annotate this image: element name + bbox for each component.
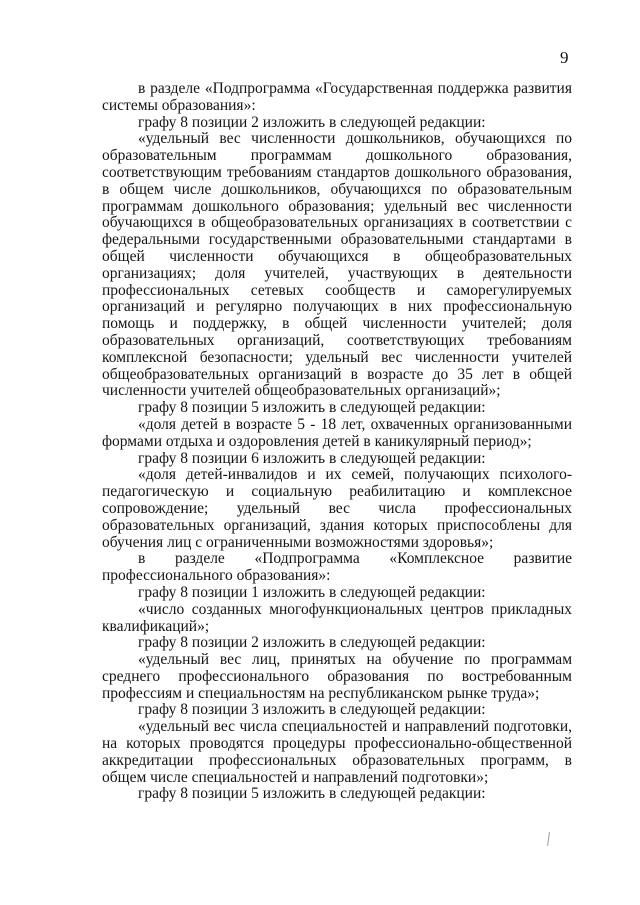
quoted-text-paragraph: «удельный вес численности дошкольников, обучающихся по образовательным программам дошкольного образования, соответствующим требованиям стандартов дошкольного образования, в общем числе дошкольников, обучающихся по образовательным программам дошкольного образования; удельный вес численности обучающихся в общеобразовательных организациях в соответствии с федеральными государственными образовательными стандартами в общей численности обучающихся в общеобразовательных организациях; доля учителей, участвующих в деятельности профессиональных сетевых сообществ и саморегулируемых организаций и регулярно получающих в них профессиональную помощь и поддержку, в общей численности учителей; доля образовательных организаций, соответствующих требованиям комплексной безопасности; удельный вес численности учителей общеобразовательных организаций в возрасте до 35 лет в общей численности учителей общеобразовательных организаций»; xyxy=(102,130,572,400)
scan-mark xyxy=(547,832,550,846)
quoted-text-paragraph: «удельный вес числа специальностей и направлений подготовки, на которых проводятся процедуры профессионально-общественной аккредитации профессиональных образовательных программ, в общем числе специальностей и направлений подготовки»; xyxy=(102,718,572,786)
instruction-paragraph: графу 8 позиции 1 изложить в следующей редакции: xyxy=(138,583,486,601)
instruction-paragraph: графу 8 позиции 3 изложить в следующей редакции: xyxy=(138,701,486,719)
instruction-paragraph: графу 8 позиции 2 изложить в следующей редакции: xyxy=(138,634,486,652)
instruction-paragraph: графу 8 позиции 2 изложить в следующей редакции: xyxy=(138,113,486,131)
instruction-paragraph: графу 8 позиции 5 изложить в следующей редакции: xyxy=(138,399,486,417)
document-body xyxy=(102,81,572,803)
page-number: 9 xyxy=(560,48,569,67)
quoted-text-paragraph: «удельный вес лиц, принятых на обучение по программам среднего профессионального образования по востребованным профессиям и специальностям на республиканском рынке труда»; xyxy=(102,651,572,702)
section-heading-paragraph: в разделе «Подпрограмма «Комплексное развитие профессионального образования»: xyxy=(102,550,572,585)
instruction-paragraph: графу 8 позиции 6 изложить в следующей редакции: xyxy=(138,449,486,467)
quoted-text-paragraph: «число созданных многофункциональных центров прикладных квалификаций»; xyxy=(102,600,572,635)
quoted-text-paragraph: «доля детей-инвалидов и их семей, получающих психолого-педагогическую и социальную реабилитацию и комплексное сопровождение; удельный вес числа профессиональных образовательных организаций, здания которых приспособлены для обучения лиц с ограниченными возможностями здоровья»; xyxy=(102,466,572,551)
section-heading-paragraph: в разделе «Подпрограмма «Государственная поддержка развития системы образования»: xyxy=(102,80,572,114)
instruction-paragraph: графу 8 позиции 5 изложить в следующей редакции: xyxy=(138,785,486,803)
quoted-text-paragraph: «доля детей в возрасте 5 - 18 лет, охваченных организованными формами отдыха и оздоровления детей в каникулярный период»; xyxy=(102,415,572,450)
